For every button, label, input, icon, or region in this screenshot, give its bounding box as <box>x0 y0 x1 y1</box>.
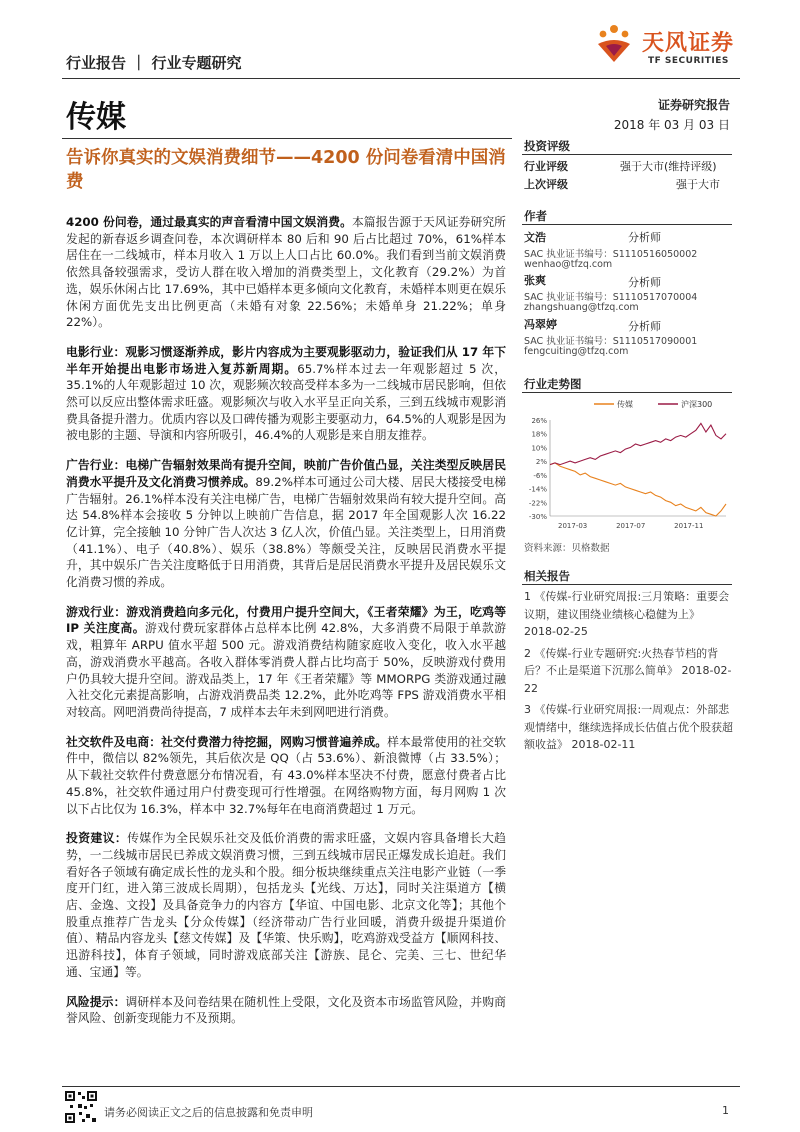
paragraph-text: 65.7%样本过去一年观影超过 5 次，35.1%的人年观影超过 10 次，观影频次较高受样本多为一二线城市居民影响，但依然可以反应出整体需求旺盛。观影频次与收入水平呈正向关系，三到五线城市观影消费具备提升潜力。优质内容以及口碑传播为观影主要驱动力，64.5%的人观影是因为被电影的主题、导演和内容所吸引，46.4%的人观影是来自朋友推荐。 <box>66 361 506 443</box>
related-report-item[interactable]: 1 《传媒-行业研究周报:三月策略：重要会议期，建议围绕业绩核心稳健为上》 2018-02-25 <box>524 590 730 638</box>
x-tick-label: 2017-03 <box>558 522 588 530</box>
series-line <box>550 463 726 516</box>
x-tick-label: 2017-07 <box>616 522 646 530</box>
paragraph-lead: 电影行业：观影习惯逐渐养成，影片内容成为主要观影驱动力，验证我们从 17 年下半年开始提出电影市场进入复苏新周期。 <box>66 344 506 376</box>
rating-heading: 投资评级 <box>524 139 570 153</box>
author-cert: SAC 执业证书编号：S1110516050002 <box>524 249 698 260</box>
trend-rule <box>522 392 732 393</box>
header-divider <box>62 78 740 79</box>
y-tick-label: -30% <box>528 513 547 521</box>
page-number: 1 <box>722 1104 729 1117</box>
legend-label: 沪深300 <box>681 400 713 409</box>
authors-rule <box>522 224 732 225</box>
author-name: 冯翠婷 <box>524 318 557 331</box>
authors-heading: 作者 <box>524 209 547 223</box>
paragraph-lead: 广告行业：电梯广告辐射效果尚有提升空间，映前广告价值凸显，关注类型反映居民消费水平提升及文化消费习惯养成。 <box>66 458 506 489</box>
y-tick-label: -22% <box>528 499 547 508</box>
industry-title: 传媒 <box>66 100 126 135</box>
rating-label: 行业评级 <box>524 160 568 173</box>
y-tick-label: 2% <box>535 458 547 467</box>
title-divider <box>62 138 512 139</box>
report-category: 行业报告 ｜ 行业专题研究 <box>66 54 242 72</box>
industry-trend-chart <box>522 396 732 532</box>
y-tick-label: 26% <box>531 417 547 425</box>
chart-source: 资料来源：贝格数据 <box>524 543 610 554</box>
author-email[interactable]: wenhao@tfzq.com <box>524 259 613 270</box>
paragraph-text: 本篇报告源于天风证券研究所发起的新春返乡调查问卷，本次调研样本 80 后和 90 后占比超过 70%，61%样本居住在一二线城市，样本月收入 1 万以上人口占比 60.0%。我们看到当前文娱消费依然具备较强需求，受访人群在收入增加的消费类型上，文化教育（29.2%）为首选，娱乐休闲占比 17.69%，其中已婚样本更多倾向文化教育，未婚样本则更在娱乐休闲方面优先支出比例更高（未婚有对象 22.56%；未婚单身 21.22%；单身 22%）。 <box>66 215 506 330</box>
report-title: 告诉你真实的文娱消费细节——4200 份问卷看清中国消费 <box>66 148 506 192</box>
prev-rating-value: 强于大市 <box>676 178 720 191</box>
related-report-item[interactable]: 2 《传媒-行业专题研究:火热春节档的背后？不止是渠道下沉那么简单》 2018-02-22 <box>524 646 732 695</box>
body-paragraph <box>66 830 506 980</box>
paragraph-lead: 游戏行业：游戏消费趋向多元化，付费用户提升空间大，《王者荣耀》为王，吃鸡等 IP 关注度高。 <box>66 604 506 636</box>
series-line <box>550 423 726 464</box>
paragraph-lead: 投资建议： <box>66 831 128 846</box>
x-tick-label: 2017-11 <box>674 522 704 530</box>
author-role: 分析师 <box>628 231 661 244</box>
body-paragraph <box>66 344 506 444</box>
company-name: 天风证券 <box>642 31 735 56</box>
report-type: 证券研究报告 <box>657 98 730 112</box>
prev-rating-label: 上次评级 <box>524 178 568 191</box>
paragraph-lead: 4200 份问卷，通过最真实的声音看清中国文娱消费。 <box>66 215 352 229</box>
author-email[interactable]: zhangshuang@tfzq.com <box>524 302 639 313</box>
y-tick-label: 10% <box>531 444 547 453</box>
report-body <box>66 214 506 1040</box>
report-date: 2018 年 03 月 03 日 <box>613 118 730 132</box>
author-name: 文浩 <box>524 231 546 244</box>
body-paragraph <box>66 734 506 818</box>
paragraph-text: 传媒作为全民娱乐社交及低价消费的需求旺盛，文娱内容具备增长大趋势，一二线城市居民已养成文娱消费习惯，三到五线城市居民正爆发成长追赶。我们看好各子领域有确定成长性的龙头和个股。细分板块继续重点关注电影产业链（一季度开门红，进入第三波成长周期），包括龙头【光线、万达】，同时关注渠道方【横店、金逸、文投】及具备竞争力的内容方【华谊、中国电影、北京文化等】；其他个股重点推荐广告龙头【分众传媒】（经济带动广告行业回暖，消费升级提升渠道价值）、精品内容龙头【慈文传媒】及【华策、快乐购】，吃鸡游戏受益方【顺网科技、迅游科技】，体育子领域，同时游戏底部关注【游族、昆仑、完美、三七、世纪华通、宝通】等。 <box>66 831 506 979</box>
y-tick-label: -6% <box>533 471 547 480</box>
author-email[interactable]: fengcuiting@tfzq.com <box>524 346 629 357</box>
trend-heading: 行业走势图 <box>524 377 582 391</box>
paragraph-lead: 风险提示： <box>66 994 126 1009</box>
author-name: 张爽 <box>524 274 546 287</box>
related-heading: 相关报告 <box>524 569 570 583</box>
qr-code-icon <box>64 1090 98 1124</box>
body-paragraph <box>66 457 506 591</box>
body-paragraph <box>66 604 506 721</box>
author-cert: SAC 执业证书编号：S1110517070004 <box>524 292 698 303</box>
company-name-en: TF SECURITIES <box>648 56 729 66</box>
paragraph-text: 89.2%样本可通过公司大楼、居民大楼接受电梯广告辐射。26.1%样本没有关注电梯广告，电梯广告辐射效果尚有较大提升空间。高达 54.8%样本会接收 5 分钟以上映前广告信息，据 2017 年全国观影人次 16.22 亿计算，完全接触 10 分钟广告人次达 3 亿人次，价值凸显。关注类型上，日用消费（41.1%）、电子（40.8%）、娱乐（38.8%）等颇受关注，反映居民消费水平提升，其中娱乐广告关注度略低于日用消费，其背后是居民消费水平提升及居民娱乐文化消费习惯的养成。 <box>66 474 506 590</box>
paragraph-lead: 社交软件及电商：社交付费潜力待挖掘，网购习惯普遍养成。 <box>66 734 388 749</box>
footer-disclaimer[interactable]: 请务必阅读正文之后的信息披露和免责申明 <box>104 1106 313 1119</box>
body-paragraph <box>66 214 506 331</box>
author-role: 分析师 <box>628 320 661 333</box>
author-role: 分析师 <box>628 276 661 289</box>
footer-divider <box>62 1086 740 1087</box>
rating-rule <box>522 154 732 155</box>
company-logo-icon <box>592 22 636 66</box>
author-cert: SAC 执业证书编号：S1110517090001 <box>524 336 698 347</box>
y-tick-label: 18% <box>531 430 547 439</box>
body-paragraph <box>66 994 506 1027</box>
legend-label: 传媒 <box>617 400 633 409</box>
related-report-item[interactable]: 3 《传媒-行业研究周报:一周观点：外部悲观情绪中，继续选择成长估值占优个股获超额收益》 2018-02-11 <box>524 703 733 751</box>
paragraph-text: 调研样本及问卷结果在随机性上受限，文化及资本市场监管风险，并购商誉风险、创新变现能力不及预期。 <box>66 994 506 1026</box>
related-rule <box>522 584 732 585</box>
paragraph-text: 游戏付费玩家群体占总样本比例 42.8%，大多消费不局限于单款游戏，粗算年 ARPU 值水平超 500 元。游戏消费结构随家庭收入变化，收入水平越高，游戏消费水平越高。各收入群体零消费人群占比均高于 50%，反映游戏付费用户仍具较大提升空间。游戏品类上，17 年《王者荣耀》等 MMORPG 类游戏通过融入社交化元素提高影响，占游戏消费品类 12.2%，此外吃鸡等 FPS 游戏消费水平相对较高。网吧消费尚待提高，7 成样本去年未到网吧进行消费。 <box>66 621 506 719</box>
paragraph-text: 样本最常使用的社交软件中，微信以 82%领先，其后依次是 QQ（占 53.6%）、新浪微博（占 33.5%）；从下载社交软件付费意愿分布情况看，有 43.0%样本坚决不付费，愿意付费者占比 45.8%，社交软件通过用户付费变现可行性增强。在网络购物方面，每月网购 1 次以下占比仅为 16.3%，样本中 32.7%每年在电商消费超过 1 万元。 <box>66 734 506 816</box>
rating-value: 强于大市(维持评级) <box>620 160 717 173</box>
y-tick-label: -14% <box>528 485 547 494</box>
